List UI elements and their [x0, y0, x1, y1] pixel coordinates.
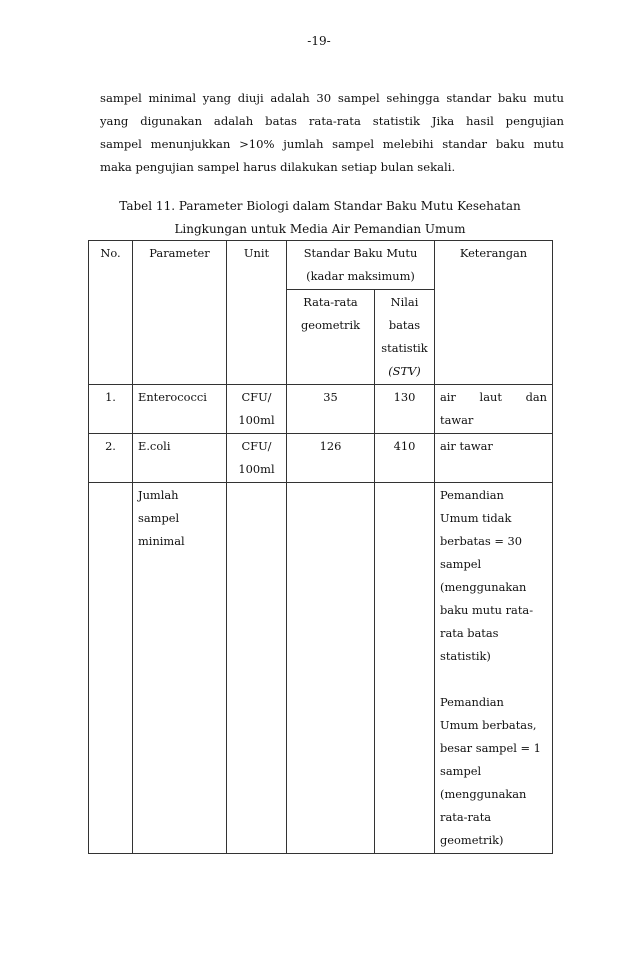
- remarks-line: sampel: [440, 764, 482, 778]
- row-unit-line: 100ml: [238, 462, 275, 476]
- paragraph-line: yang digunakan adalah batas rata-rata statistik Jika hasil pengujian: [100, 114, 564, 128]
- row-remarks-line: tawar: [440, 413, 474, 427]
- header-geo-line: Rata-rata: [303, 295, 358, 309]
- remarks-line: rata-rata: [440, 810, 492, 824]
- row-parameter-line: sampel: [138, 511, 180, 525]
- paragraph-line: sampel minimal yang diuji adalah 30 sampel sehingga standar baku mutu: [100, 91, 564, 105]
- row-remarks: [435, 483, 553, 854]
- body-paragraph: [100, 87, 564, 179]
- header-remarks: Keterangan: [435, 241, 553, 385]
- row-unit-empty: [227, 483, 287, 854]
- row-no: 1.: [89, 385, 133, 434]
- header-stv-line: statistik: [381, 341, 428, 355]
- table-row-minimum-sample: [89, 483, 553, 854]
- remarks-line: Pemandian: [440, 488, 504, 502]
- remarks-spacer: [440, 668, 547, 691]
- caption-line: Tabel 11. Parameter Biologi dalam Standar Baku Mutu Kesehatan: [119, 199, 521, 213]
- remarks-line: statistik): [440, 649, 491, 663]
- row-remarks-line: air tawar: [440, 439, 493, 453]
- row-geometric-mean: 126: [287, 434, 375, 483]
- row-stv: 410: [375, 434, 435, 483]
- header-unit: Unit: [227, 241, 287, 385]
- row-unit: [227, 434, 287, 483]
- header-stv-line: Nilai: [390, 295, 419, 309]
- header-standard-line: Standar Baku Mutu: [303, 246, 418, 260]
- row-parameter: [133, 483, 227, 854]
- remarks-line: sampel: [440, 557, 482, 571]
- row-remarks-line: air laut dan: [440, 390, 547, 404]
- remarks-line: besar sampel = 1: [440, 741, 541, 755]
- row-parameter-line: Jumlah: [138, 488, 179, 502]
- remarks-line: Pemandian: [440, 695, 504, 709]
- remarks-line: geometrik): [440, 833, 504, 847]
- row-parameter-line: minimal: [138, 534, 185, 548]
- header-standard-line: (kadar maksimum): [306, 269, 415, 283]
- paragraph-line: maka pengujian sampel harus dilakukan setiap bulan sekali.: [100, 160, 456, 174]
- remarks-line: (menggunakan: [440, 787, 527, 801]
- remarks-line: rata batas: [440, 626, 499, 640]
- row-geometric-mean: 35: [287, 385, 375, 434]
- row-geometric-mean-empty: [287, 483, 375, 854]
- row-parameter: Enterococci: [133, 385, 227, 434]
- row-unit-line: CFU/: [241, 439, 272, 453]
- remarks-line: (menggunakan: [440, 580, 527, 594]
- row-no: 2.: [89, 434, 133, 483]
- header-parameter: Parameter: [133, 241, 227, 385]
- parameter-table: [88, 240, 553, 854]
- row-remarks: [435, 434, 553, 483]
- header-standard: [287, 241, 435, 290]
- table-row: [89, 385, 553, 434]
- row-stv-empty: [375, 483, 435, 854]
- row-remarks: [435, 385, 553, 434]
- remarks-line: Umum berbatas,: [440, 718, 537, 732]
- row-unit: [227, 385, 287, 434]
- remarks-line: berbatas = 30: [440, 534, 523, 548]
- table-caption: [88, 195, 552, 241]
- header-geometric-mean: [287, 290, 375, 385]
- caption-line: Lingkungan untuk Media Air Pemandian Umum: [174, 222, 466, 236]
- header-stv-line: batas: [388, 318, 421, 332]
- row-unit-line: CFU/: [241, 390, 272, 404]
- header-no: No.: [89, 241, 133, 385]
- table-row: [89, 434, 553, 483]
- table-header-row: [89, 241, 553, 290]
- row-unit-line: 100ml: [238, 413, 275, 427]
- row-no-empty: [89, 483, 133, 854]
- remarks-line: Umum tidak: [440, 511, 512, 525]
- row-stv: 130: [375, 385, 435, 434]
- page-number: -19-: [307, 34, 331, 48]
- paragraph-line: sampel menunjukkan >10% jumlah sampel melebihi standar baku mutu: [100, 137, 564, 151]
- header-stv-line: (STV): [388, 364, 421, 378]
- row-parameter: E.coli: [133, 434, 227, 483]
- remarks-line: baku mutu rata-: [440, 603, 534, 617]
- header-geo-line: geometrik: [301, 318, 360, 332]
- header-stv: [375, 290, 435, 385]
